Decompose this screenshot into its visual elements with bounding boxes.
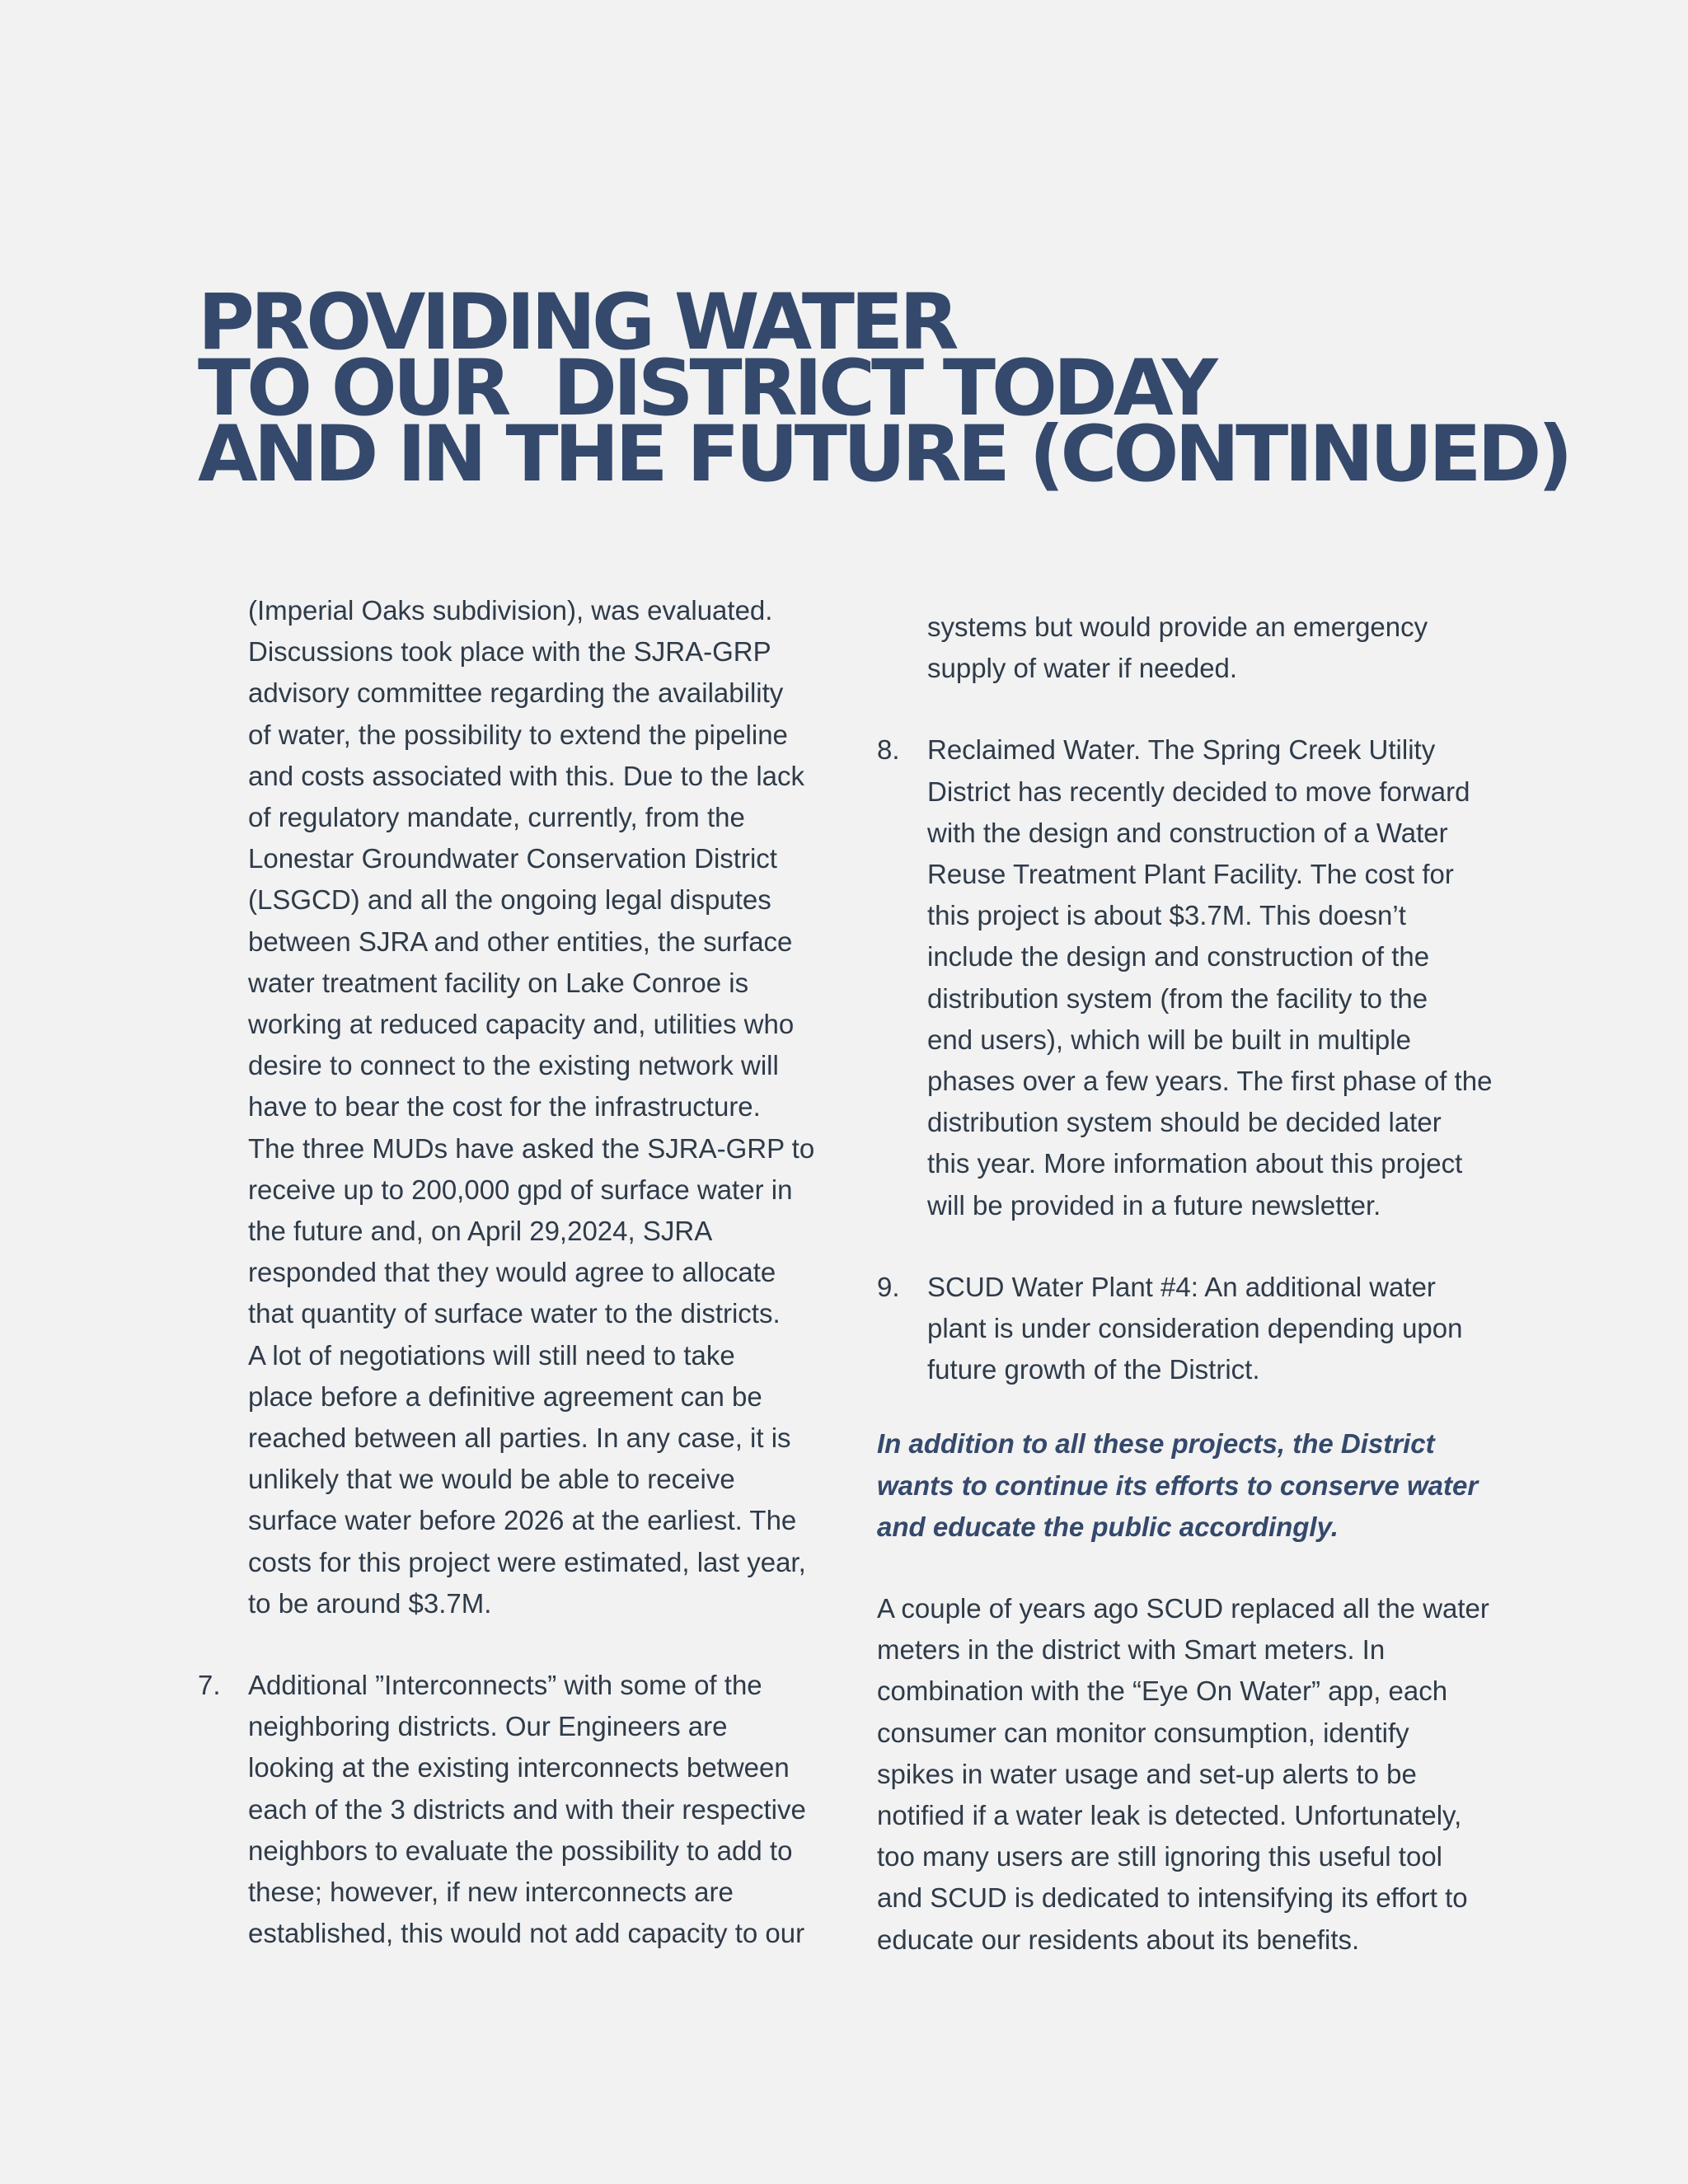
- right-column: [877, 607, 1503, 1961]
- text-line: responded that they would agree to allocate: [248, 1257, 776, 1288]
- text-line: surface water before 2026 at the earliest. The: [248, 1505, 797, 1536]
- list-number: 8.: [877, 734, 900, 766]
- text-line: spikes in water usage and set-up alerts to be: [877, 1758, 1417, 1789]
- text-line: each of the 3 districts and with their respective: [248, 1793, 806, 1825]
- text-line: too many users are still ignoring this useful tool: [877, 1841, 1443, 1872]
- item-7-text: [248, 1665, 824, 1954]
- text-line: phases over a few years. The first phase of the: [927, 1066, 1493, 1097]
- text-line: receive up to 200,000 gpd of surface water in: [248, 1174, 793, 1205]
- list-number: 9.: [877, 1271, 900, 1302]
- text-line: Discussions took place with the SJRA-GRP: [248, 636, 771, 668]
- text-line: consumer can monitor consumption, identify: [877, 1717, 1409, 1748]
- text-line: (Imperial Oaks subdivision), was evaluated.: [248, 595, 773, 626]
- item-7-continued-text: [927, 607, 1503, 689]
- text-line: Lonestar Groundwater Conservation District: [248, 843, 777, 874]
- text-line: Reuse Treatment Plant Facility. The cost for: [927, 859, 1454, 890]
- item-9-text: [927, 1267, 1503, 1391]
- text-line: and educate the public accordingly.: [877, 1511, 1339, 1542]
- text-line: In addition to all these projects, the District: [877, 1428, 1435, 1460]
- text-line: and costs associated with this. Due to the lack: [248, 760, 805, 791]
- text-line: A lot of negotiations will still need to take: [248, 1339, 735, 1371]
- title-line-2: TO OUR DISTRICT TODAY: [198, 344, 1214, 434]
- text-line: this year. More information about this project: [927, 1148, 1463, 1179]
- text-line: combination with the “Eye On Water” app, each: [877, 1675, 1448, 1707]
- title-line-3: AND IN THE FUTURE (CONTINUED): [198, 410, 1569, 499]
- text-line: distribution system should be decided later: [927, 1107, 1442, 1138]
- item-6-text: [248, 590, 824, 1624]
- spacer: [877, 1548, 1503, 1588]
- text-line: these; however, if new interconnects are: [248, 1877, 734, 1908]
- text-line: the future and, on April 29,2024, SJRA: [248, 1216, 713, 1247]
- text-line: place before a definitive agreement can be: [248, 1380, 762, 1412]
- text-line: future growth of the District.: [927, 1354, 1260, 1385]
- text-line: (LSGCD) and all the ongoing legal disputes: [248, 884, 771, 916]
- text-line: this project is about $3.7M. This doesn’t: [927, 900, 1406, 931]
- spacer: [877, 689, 1503, 729]
- spacer: [877, 1226, 1503, 1267]
- text-line: systems but would provide an emergency: [927, 612, 1428, 642]
- text-line: end users), which will be built in multiple: [927, 1024, 1411, 1055]
- text-line: between SJRA and other entities, the surface: [248, 926, 793, 957]
- text-line: of regulatory mandate, currently, from the: [248, 802, 745, 833]
- text-line: A couple of years ago SCUD replaced all the water: [877, 1593, 1489, 1624]
- text-line: The three MUDs have asked the SJRA-GRP to: [248, 1132, 815, 1164]
- text-line: unlikely that we would be able to receive: [248, 1464, 735, 1495]
- text-line: Reclaimed Water. The Spring Creek Utility: [927, 734, 1436, 766]
- list-item-8: [877, 729, 1503, 1226]
- text-line: District has recently decided to move forward: [927, 776, 1470, 807]
- list-number: 7.: [198, 1670, 221, 1701]
- left-column: [198, 590, 824, 1955]
- emphasis-paragraph: [877, 1423, 1503, 1548]
- text-line: costs for this project were estimated, last year,: [248, 1546, 806, 1577]
- text-line: supply of water if needed.: [927, 653, 1238, 684]
- title-line-1: PROVIDING WATER: [198, 278, 955, 368]
- text-line: advisory committee regarding the availability: [248, 677, 784, 709]
- text-line: plant is under consideration depending upon: [927, 1313, 1463, 1344]
- list-item-6-continued: [198, 590, 824, 1624]
- text-line: neighbors to evaluate the possibility to add to: [248, 1835, 793, 1866]
- text-line: meters in the district with Smart meters. In: [877, 1634, 1386, 1666]
- text-line: established, this would not add capacity to our: [248, 1918, 805, 1949]
- list-item-7: [198, 1665, 824, 1954]
- spacer: [198, 1624, 824, 1665]
- text-line: water treatment facility on Lake Conroe is: [248, 967, 749, 998]
- text-line: with the design and construction of a Water: [927, 817, 1448, 848]
- text-line: working at reduced capacity and, utilities who: [248, 1009, 795, 1040]
- text-line: distribution system (from the facility to the: [927, 982, 1428, 1014]
- text-line: SCUD Water Plant #4: An additional water: [927, 1271, 1436, 1302]
- spacer: [877, 1390, 1503, 1423]
- closing-paragraph: [877, 1588, 1503, 1961]
- text-line: neighboring districts. Our Engineers are: [248, 1711, 728, 1742]
- text-line: and SCUD is dedicated to intensifying its effort to: [877, 1882, 1468, 1914]
- text-line: educate our residents about its benefits.: [877, 1924, 1360, 1955]
- text-line: desire to connect to the existing network will: [248, 1050, 779, 1081]
- text-line: Additional ”Interconnects” with some of the: [248, 1670, 762, 1701]
- text-line: that quantity of surface water to the districts.: [248, 1298, 781, 1329]
- item-8-text: [927, 729, 1503, 1226]
- text-line: to be around $3.7M.: [248, 1587, 492, 1619]
- text-line: have to bear the cost for the infrastructure.: [248, 1091, 761, 1122]
- text-line: wants to continue its efforts to conserve water: [877, 1469, 1479, 1501]
- text-line: include the design and construction of the: [927, 941, 1430, 972]
- text-line: looking at the existing interconnects between: [248, 1752, 790, 1783]
- text-line: reached between all parties. In any case, it is: [248, 1422, 791, 1454]
- list-item-7-continued: [877, 607, 1503, 689]
- list-item-9: [877, 1267, 1503, 1391]
- page-title: [198, 278, 1569, 499]
- text-line: of water, the possibility to extend the pipeline: [248, 719, 788, 750]
- text-line: notified if a water leak is detected. Unfortunately,: [877, 1800, 1462, 1831]
- text-line: will be provided in a future newsletter.: [927, 1189, 1381, 1221]
